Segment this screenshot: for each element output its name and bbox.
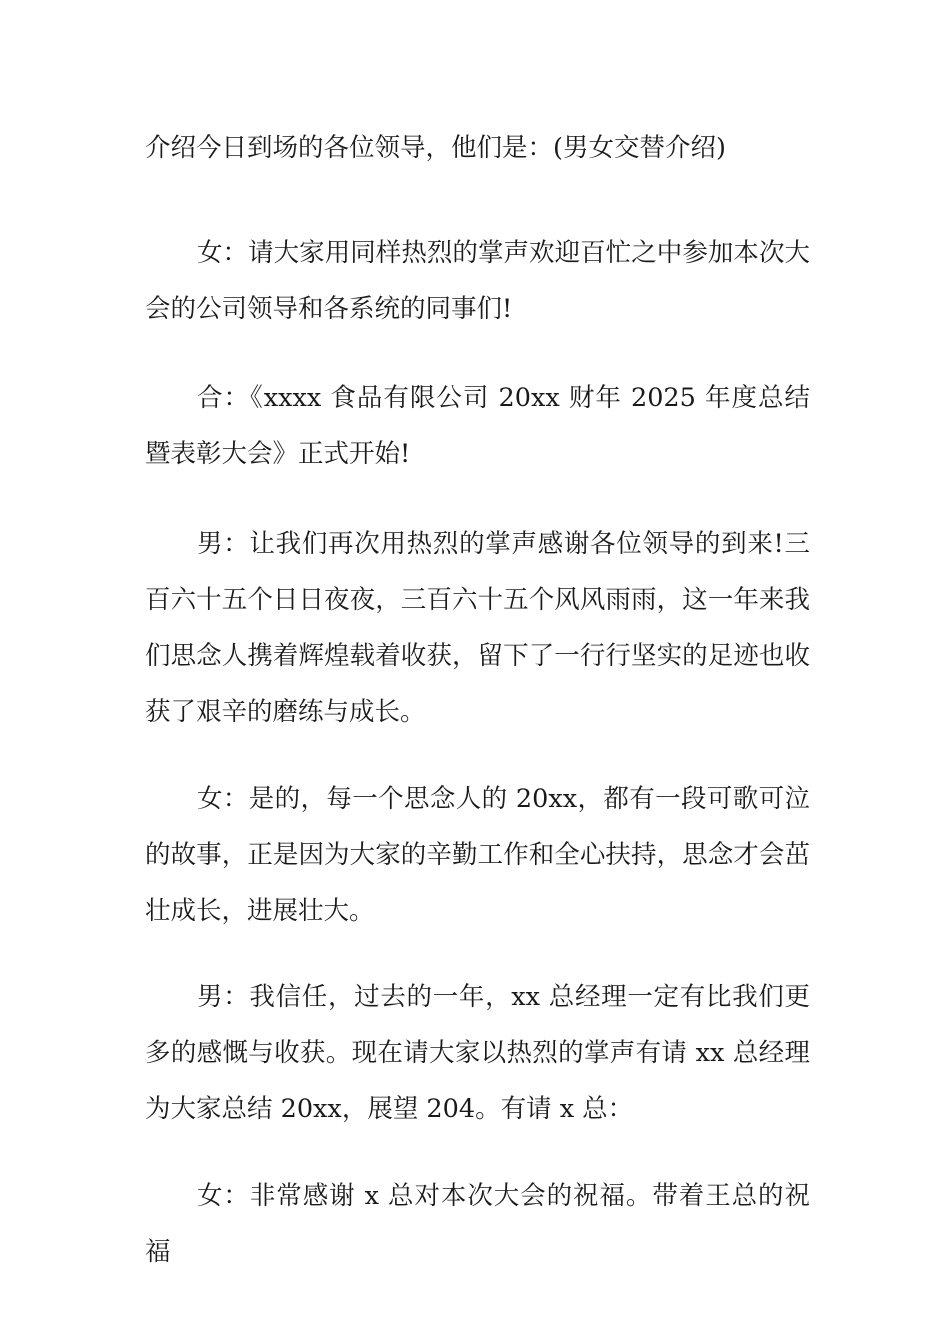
paragraph-male-invite-manager: 男：我信任，过去的一年，xx 总经理一定有比我们更多的感慨与收获。现在请大家以热烈的掌声有请 xx 总经理为大家总结 20xx，展望 204。有请 x 总： xyxy=(145,982,810,1124)
paragraph-male-thanks: 男：让我们再次用热烈的掌声感谢各位领导的到来!三百六十五个日日夜夜，三百六十五个风风雨雨，这一年来我们思念人携着辉煌载着收获，留下了一行行坚实的足迹也收获了艰辛的磨练与成长。 xyxy=(145,529,810,727)
paragraph-female-thanks-x: 女：非常感谢 x 总对本次大会的祝福。带着王总的祝福 xyxy=(145,1181,810,1267)
paragraph-intro-leaders: 介绍今日到场的各位领导，他们是：(男女交替介绍) xyxy=(145,133,726,163)
paragraph-female-story: 女：是的，每一个思念人的 20xx，都有一段可歌可泣的故事，正是因为大家的辛勤工作和全心扶持，思念才会茁壮成长，进展壮大。 xyxy=(145,784,810,926)
paragraph-joint-opening: 合：《xxxx 食品有限公司 20xx 财年 2025 年度总结暨表彰大会》正式开始! xyxy=(145,383,810,469)
paragraph-female-welcome: 女：请大家用同样热烈的掌声欢迎百忙之中参加本次大会的公司领导和各系统的同事们! xyxy=(145,238,810,324)
